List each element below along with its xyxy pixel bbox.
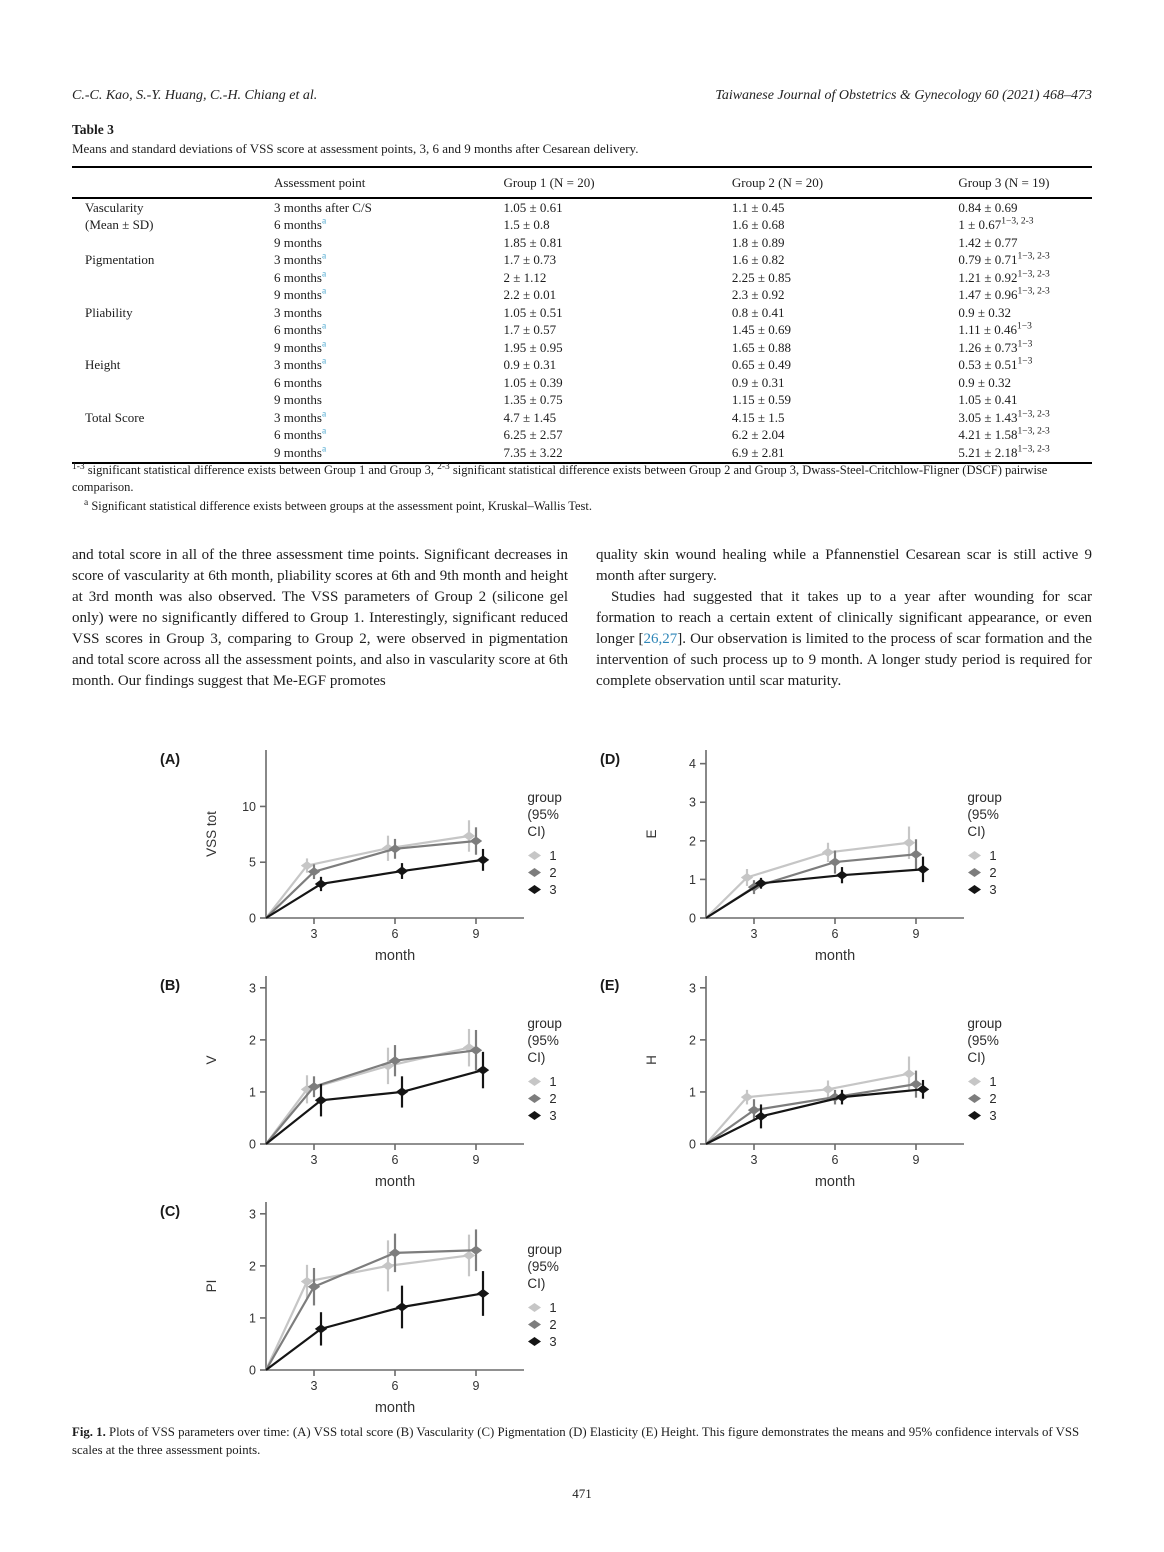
legend-item-label: 1 — [549, 1073, 557, 1089]
y-tick-label: 3 — [248, 1207, 256, 1222]
table-row — [72, 374, 1092, 392]
table-row — [72, 304, 1092, 322]
table-cell: 6 months$^a$ — [273, 216, 327, 232]
legend-item-label: 3 — [549, 881, 557, 897]
x-tick-label: 6 — [831, 1153, 839, 1167]
table-cell: 0.9 ± 0.32 — [958, 374, 1011, 390]
legend-item-label: 3 — [549, 1107, 557, 1123]
series-3-marker — [916, 865, 928, 874]
figure-caption-text: Plots of VSS parameters over time: (A) VSS total score (B) Vascularity (C) Pigmentation (D) Elasticity (E) Height. This figure demonstrates the means and 95% confidence intervals of VSS scales at the three assessment points. — [72, 1425, 1080, 1457]
table-cell: 6.25 ± 2.57 — [503, 427, 563, 442]
x-tick-label: 3 — [310, 1153, 318, 1167]
legend-item-label: 2 — [549, 864, 557, 880]
legend-item-group-2 — [527, 1317, 580, 1332]
significance-marker: 1−3, 2-3 — [1017, 251, 1050, 262]
legend-item-group-3 — [967, 1108, 1020, 1123]
table-cell: 3 months$^a$ — [273, 356, 327, 372]
table-cell: 1.42 ± 0.77 — [958, 234, 1018, 250]
table-cell: 1.85 ± 0.81 — [503, 234, 563, 250]
table-cell: $1 \pm 0.67^{1-3, 2-3}$ — [958, 216, 1034, 232]
legend-item-label: 3 — [549, 1333, 557, 1349]
significance-marker: 1−3, 2-3 — [1017, 269, 1050, 280]
x-tick-label: 6 — [391, 1153, 399, 1167]
table-row — [72, 392, 1092, 410]
significance-marker: 1−3, 2-3 — [1001, 216, 1034, 227]
diamond-marker-icon — [527, 1336, 542, 1347]
body-text — [72, 545, 1092, 692]
paragraph: Studies had suggested that it takes up to a year after wounding for scar formation to reach a certain extent of clinically significant appearance, or even longer [26,27]. Our observation is limited to the process of scar formation and the intervention of such process up to 9 month. A longer study period is required for complete observation until scar maturity. — [596, 589, 1092, 689]
table-cell: $1.26 \pm 0.73^{1-3}$ — [958, 339, 1033, 355]
x-tick-label: 3 — [310, 1379, 318, 1393]
series-1-line — [266, 1255, 469, 1370]
legend-subtitle: (95% CI) — [527, 1032, 559, 1065]
table-title: Table 3 — [72, 122, 114, 137]
table-cell: 1.7 ± 0.57 — [503, 322, 557, 337]
chart-legend — [967, 742, 1020, 899]
table-cell: 0.65 ± 0.49 — [731, 357, 792, 372]
series-3-marker — [476, 855, 488, 864]
series-3-line — [706, 1089, 923, 1144]
table-cell: 1.6 ± 0.68 — [731, 217, 785, 232]
table-cell: 2.25 ± 0.85 — [731, 269, 792, 285]
significance-marker: 1−3, 2-3 — [1017, 286, 1050, 297]
series-3-line — [266, 860, 483, 918]
x-tick-label: 3 — [750, 927, 758, 941]
table-cell: Pliability — [85, 304, 133, 320]
panel-label-E: (E) — [600, 978, 620, 994]
table-cell: 9 months — [273, 234, 322, 250]
table-column-header: Group 3 (N = 19) — [958, 167, 1092, 198]
footnote-marker: a — [322, 409, 327, 420]
chart-legend — [967, 968, 1020, 1125]
footnote-kruskal: $^a$ Significant statistical difference exists between groups at the assessment point, Kruskal–Wallis Test. — [84, 497, 593, 513]
table-cell — [72, 444, 274, 463]
paragraph: quality skin wound healing while a Pfannenstiel Cesarean scar is still active 9 month after surgery. — [596, 547, 1092, 584]
table-cell: $5.21 \pm 2.18^{1-3, 2-3}$ — [958, 444, 1050, 460]
table-cell: 9 months$^a$ — [273, 339, 327, 355]
legend-item-label: 2 — [549, 1316, 557, 1332]
diamond-marker-icon — [967, 884, 982, 895]
series-2-marker — [909, 850, 921, 859]
table-row — [72, 339, 1092, 357]
table-cell: 0.84 ± 0.69 — [958, 199, 1018, 215]
figure-caption-label: Fig. 1. — [72, 1425, 106, 1439]
legend-title: group — [527, 790, 562, 805]
table-cell — [72, 339, 274, 357]
table-row — [72, 217, 1092, 235]
table-cell: 2 ± 1.12 — [503, 269, 547, 285]
table-section — [72, 122, 1092, 464]
footnote-marker: 1-3 — [72, 461, 85, 472]
y-axis-label: PI — [203, 1279, 219, 1293]
x-axis-label: month — [814, 1174, 855, 1190]
panel-label-A: (A) — [160, 752, 181, 768]
table-row — [72, 234, 1092, 252]
y-tick-label: 4 — [688, 757, 696, 772]
table-cell: 1.8 ± 0.89 — [731, 234, 785, 250]
table-cell: 6 months — [273, 374, 322, 390]
y-tick-label: 2 — [688, 1033, 696, 1048]
table-column-header — [72, 167, 274, 198]
table-cell — [72, 287, 274, 305]
legend-item-label: 1 — [549, 1299, 557, 1315]
diamond-marker-icon — [967, 850, 982, 861]
y-axis-label: VSS tot — [203, 811, 219, 857]
table-cell: Height — [85, 357, 121, 372]
table-header-row — [72, 167, 1092, 198]
legend-subtitle: (95% CI) — [967, 806, 999, 839]
significance-marker: 1−3, 2-3 — [1017, 444, 1050, 455]
footnote-marker: a — [322, 444, 327, 455]
x-tick-label: 6 — [391, 1379, 399, 1393]
table-cell: 1.1 ± 0.45 — [731, 199, 785, 215]
table-column-header: Group 1 (N = 20) — [503, 167, 731, 198]
diamond-marker-icon — [527, 1110, 542, 1121]
table-row — [72, 357, 1092, 375]
table-cell: 1.05 ± 0.61 — [503, 199, 563, 215]
y-tick-label: 1 — [248, 1311, 256, 1326]
vss-table — [72, 166, 1092, 464]
table-footnotes — [72, 462, 1092, 515]
table-cell: 1.05 ± 0.51 — [503, 304, 563, 320]
table-cell: 3 months after C/S — [273, 199, 372, 215]
figure-1 — [140, 742, 1100, 1420]
table-cell: 1.35 ± 0.75 — [503, 392, 563, 407]
y-tick-label: 1 — [248, 1085, 256, 1100]
table-cell: 6 months$^a$ — [273, 321, 327, 337]
table-column-header: Assessment point — [274, 167, 504, 198]
table-cell: 4.7 ± 1.45 — [503, 409, 557, 425]
series-1-marker — [740, 1093, 752, 1102]
table-cell: Vascularity — [85, 199, 144, 215]
diamond-marker-icon — [967, 867, 982, 878]
table-cell: $4.21 \pm 1.58^{1-3, 2-3}$ — [958, 426, 1050, 442]
footnote-marker: a — [322, 286, 327, 297]
table-cell: 1.7 ± 0.73 — [503, 252, 557, 267]
x-tick-label: 9 — [472, 927, 480, 941]
table-row — [72, 287, 1092, 305]
table-cell: (Mean ± SD) — [85, 217, 154, 232]
legend-subtitle: (95% CI) — [967, 1032, 999, 1065]
x-axis-label: month — [374, 1400, 415, 1416]
footnote-marker: a — [322, 321, 327, 332]
footnote-dscf: $^{1-3}$ significant statistical difference exists between Group 1 and Group 3, $^{2-3}$ significant statistical difference exists between Group 2 and Group 3, Dwass-Steel-Critchlow-Fligner (DSCF) pairwise comparison. — [72, 461, 1048, 495]
table-cell: 9 months$^a$ — [273, 286, 327, 302]
running-head — [72, 88, 1092, 104]
legend-subtitle: (95% CI) — [527, 806, 559, 839]
table-cell: $0.53 \pm 0.51^{1-3}$ — [958, 356, 1033, 372]
table-cell — [72, 269, 274, 287]
legend-title: group — [527, 1242, 562, 1257]
series-3-marker — [835, 1093, 847, 1102]
series-2-marker — [388, 1248, 400, 1257]
table-row — [72, 198, 1092, 217]
footnote-marker: a — [322, 216, 327, 227]
table-cell: 0.9 ± 0.31 — [731, 374, 785, 390]
x-axis-label: month — [374, 948, 415, 964]
legend-item-group-2 — [967, 865, 1020, 880]
table-cell: 6.9 ± 2.81 — [731, 444, 785, 460]
series-2-marker — [828, 857, 840, 866]
series-1-line — [706, 1074, 909, 1144]
table-cell — [72, 427, 274, 445]
series-1-line — [706, 843, 909, 918]
table-cell: Pigmentation — [85, 252, 155, 267]
legend-item-label: 1 — [989, 1073, 997, 1089]
series-3-marker — [476, 1289, 488, 1298]
x-tick-label: 3 — [310, 927, 318, 941]
legend-item-group-2 — [527, 1091, 580, 1106]
table-cell: 2.2 ± 0.01 — [503, 287, 557, 302]
series-3-line — [266, 1293, 483, 1370]
table-cell — [72, 392, 274, 410]
chart-legend — [527, 968, 580, 1125]
series-3-line — [266, 1070, 483, 1144]
table-cell: 3 months$^a$ — [273, 251, 327, 267]
series-3-marker — [476, 1065, 488, 1074]
x-tick-label: 3 — [750, 1153, 758, 1167]
table-cell: 0.9 ± 0.32 — [958, 304, 1011, 320]
x-tick-label: 6 — [831, 927, 839, 941]
diamond-marker-icon — [527, 884, 542, 895]
table-row — [72, 409, 1092, 427]
chart-legend — [527, 1194, 580, 1351]
table-cell — [72, 374, 274, 392]
x-tick-label: 6 — [391, 927, 399, 941]
chart-D-canvas — [634, 742, 966, 968]
chart-E-canvas — [634, 968, 966, 1194]
legend-item-group-1 — [527, 848, 580, 863]
chart-A-canvas — [194, 742, 526, 968]
y-tick-label: 1 — [688, 872, 696, 887]
footnote-marker: a — [322, 356, 327, 367]
legend-item-group-1 — [967, 848, 1020, 863]
series-1-marker — [902, 838, 914, 847]
series-3-line — [706, 869, 923, 918]
figure-panel-A — [140, 742, 580, 968]
legend-title: group — [527, 1016, 562, 1031]
x-tick-label: 9 — [912, 1153, 920, 1167]
footnote-marker: a — [322, 269, 327, 280]
diamond-marker-icon — [527, 1319, 542, 1330]
x-tick-label: 9 — [912, 927, 920, 941]
y-tick-label: 2 — [688, 834, 696, 849]
table-cell — [72, 234, 274, 252]
y-axis-label: V — [203, 1055, 219, 1065]
legend-item-group-2 — [527, 865, 580, 880]
chart-legend — [527, 742, 580, 899]
table-cell: $0.79 \pm 0.71^{1-3, 2-3}$ — [958, 251, 1050, 267]
diamond-marker-icon — [527, 867, 542, 878]
table-cell: 6.2 ± 2.04 — [731, 427, 785, 442]
table-cell: 9 months$^a$ — [273, 444, 327, 460]
series-3-marker — [835, 871, 847, 880]
significance-marker: 1−3, 2-3 — [1017, 409, 1050, 420]
legend-item-label: 3 — [989, 881, 997, 897]
table-cell: 1.45 ± 0.69 — [731, 322, 792, 337]
legend-item-label: 2 — [989, 864, 997, 880]
table-row — [72, 444, 1092, 463]
paragraph: and total score in all of the three assessment time points. Significant decreases in score of vascularity at 6th month, pliability scores at 6th and 9th month and height at 3rd month was also observed. The VSS parameters of Group 2 (silicone gel only) were no significantly differed to Group 1. Interestingly, significant reduced VSS scores in Group 3, comparing to Group 2, were observed in pigmentation and total score across all the assessment points, and also in vascularity score at 6th month. Our findings suggest that Me-EGF promotes — [72, 547, 568, 689]
y-tick-label: 3 — [688, 981, 696, 996]
table-cell: 0.9 ± 0.31 — [503, 357, 557, 372]
significance-marker: 1−3 — [1017, 321, 1032, 332]
table-cell: 1.5 ± 0.8 — [503, 217, 550, 232]
figure-panel-E — [580, 968, 1020, 1194]
series-1-marker — [902, 1069, 914, 1078]
x-axis-label: month — [814, 948, 855, 964]
table-row — [72, 269, 1092, 287]
diamond-marker-icon — [527, 1093, 542, 1104]
y-tick-label: 2 — [248, 1033, 256, 1048]
y-tick-label: 0 — [688, 911, 696, 926]
table-cell: Total Score — [85, 409, 145, 425]
x-tick-label: 9 — [472, 1379, 480, 1393]
legend-item-label: 1 — [989, 847, 997, 863]
legend-item-label: 2 — [989, 1090, 997, 1106]
legend-title: group — [967, 1016, 1002, 1031]
series-1-marker — [821, 848, 833, 857]
table-cell: 3 months — [273, 304, 322, 320]
figure-panel-D — [580, 742, 1020, 968]
series-3-marker — [395, 1087, 407, 1096]
y-tick-label: 0 — [688, 1137, 696, 1152]
diamond-marker-icon — [967, 1093, 982, 1104]
table-cell: 1.95 ± 0.95 — [503, 339, 563, 355]
series-3-marker — [395, 1302, 407, 1311]
table-cell: 6 months$^a$ — [273, 426, 327, 442]
diamond-marker-icon — [527, 1076, 542, 1087]
table-cell — [72, 322, 274, 340]
body-column-left — [72, 545, 568, 692]
legend-item-group-2 — [967, 1091, 1020, 1106]
legend-item-group-3 — [527, 1334, 580, 1349]
series-3-marker — [395, 866, 407, 875]
figure-panel-C — [140, 1194, 580, 1420]
table-column-header: Group 2 (N = 20) — [732, 167, 958, 198]
y-tick-label: 0 — [248, 1137, 256, 1152]
y-tick-label: 0 — [248, 1363, 256, 1378]
y-tick-label: 3 — [248, 981, 256, 996]
legend-item-label: 1 — [549, 847, 557, 863]
diamond-marker-icon — [967, 1110, 982, 1121]
table-cell: 4.15 ± 1.5 — [731, 409, 785, 425]
y-tick-label: 3 — [688, 795, 696, 810]
diamond-marker-icon — [967, 1076, 982, 1087]
series-1-marker — [821, 1085, 833, 1094]
chart-C-canvas — [194, 1194, 526, 1420]
legend-item-group-3 — [527, 882, 580, 897]
table-cell: 9 months — [273, 392, 322, 407]
y-axis-label: H — [643, 1055, 659, 1065]
y-tick-label: 2 — [248, 1259, 256, 1274]
legend-item-label: 3 — [989, 1107, 997, 1123]
footnote-marker: a — [322, 251, 327, 262]
series-1-marker — [300, 861, 312, 870]
panel-label-B: (B) — [160, 978, 181, 994]
table-cell: 3 months$^a$ — [273, 409, 327, 425]
footnote-marker: 2-3 — [437, 461, 450, 472]
running-head-journal: Taiwanese Journal of Obstetrics & Gynecology 60 (2021) 468–473 — [715, 88, 1092, 103]
footnote-marker: a — [84, 497, 89, 508]
x-tick-label: 9 — [472, 1153, 480, 1167]
table-cell: 0.8 ± 0.41 — [731, 304, 785, 320]
x-axis-label: month — [374, 1174, 415, 1190]
table-row — [72, 322, 1092, 340]
footnote-marker: a — [322, 426, 327, 437]
significance-marker: 1−3 — [1017, 356, 1033, 367]
legend-subtitle: (95% CI) — [527, 1258, 559, 1291]
legend-item-group-1 — [527, 1074, 580, 1089]
diamond-marker-icon — [527, 1302, 542, 1313]
legend-item-group-1 — [967, 1074, 1020, 1089]
series-1-marker — [381, 1261, 393, 1270]
y-axis-label: E — [643, 829, 659, 839]
body-column-right — [596, 545, 1092, 692]
page-number: 471 — [572, 1486, 592, 1501]
chart-B-canvas — [194, 968, 526, 1194]
series-2-line — [266, 1050, 476, 1144]
legend-item-group-1 — [527, 1300, 580, 1315]
y-tick-label: 0 — [248, 911, 256, 926]
table-cell: $1.47 \pm 0.96^{1-3, 2-3}$ — [958, 286, 1050, 302]
legend-item-group-3 — [527, 1108, 580, 1123]
table-cell: 7.35 ± 3.22 — [503, 444, 563, 460]
table-cell: $1.11 \pm 0.46^{1-3}$ — [958, 321, 1032, 337]
table-cell: 1.05 ± 0.41 — [958, 392, 1018, 407]
panel-label-C: (C) — [160, 1204, 181, 1220]
running-head-authors: C.-C. Kao, S.-Y. Huang, C.-H. Chiang et al. — [72, 88, 318, 103]
table-caption: Means and standard deviations of VSS score at assessment points, 3, 6 and 9 months after Cesarean delivery. — [72, 141, 639, 156]
significance-marker: 1−3, 2-3 — [1017, 426, 1050, 437]
table-cell: $1.21 \pm 0.92^{1-3, 2-3}$ — [958, 269, 1050, 285]
y-tick-label: 1 — [688, 1085, 696, 1100]
table-row — [72, 427, 1092, 445]
diamond-marker-icon — [527, 850, 542, 861]
legend-item-group-3 — [967, 882, 1020, 897]
legend-item-label: 2 — [549, 1090, 557, 1106]
y-tick-label: 10 — [241, 799, 256, 814]
table-cell: 1.15 ± 0.59 — [731, 392, 792, 407]
significance-marker: 1−3 — [1017, 339, 1033, 350]
table-cell: 1.05 ± 0.39 — [503, 374, 563, 390]
figure-panel-B — [140, 968, 580, 1194]
legend-title: group — [967, 790, 1002, 805]
panel-label-D: (D) — [600, 752, 621, 768]
footnote-marker: a — [322, 339, 327, 350]
table-cell: 2.3 ± 0.92 — [731, 287, 785, 302]
figure-caption — [72, 1424, 1092, 1460]
table-cell: 6 months$^a$ — [273, 269, 327, 285]
table-cell: 1.6 ± 0.82 — [731, 252, 785, 267]
table-row — [72, 252, 1092, 270]
table-cell: 1.65 ± 0.88 — [731, 339, 792, 355]
citation-link[interactable]: 26,27 — [643, 631, 678, 647]
y-tick-label: 5 — [248, 855, 256, 870]
table-cell: $3.05 \pm 1.43^{1-3, 2-3}$ — [958, 409, 1050, 425]
